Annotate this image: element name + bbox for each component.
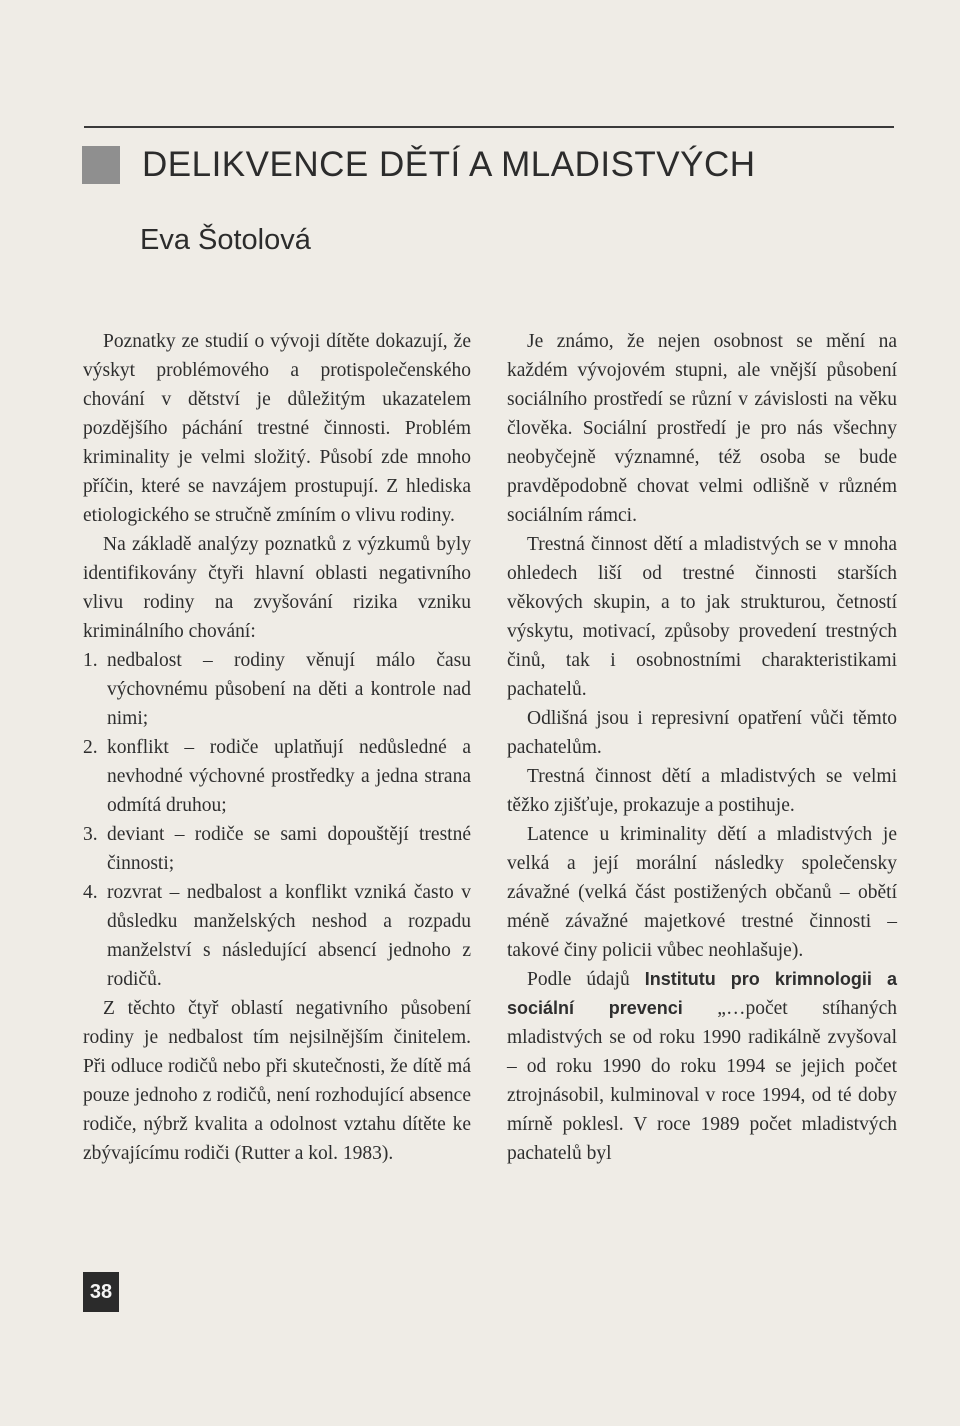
paragraph: Na základě analýzy poznatků z výzkumů byly identifikovány čtyři hlavní oblasti negativního vlivu rodiny na zvyšování rizika vzniku kriminálního chování:: [83, 534, 471, 642]
paragraph: Trestná činnost dětí a mladistvých se velmi těžko zjišťuje, prokazuje a postihuje.: [507, 766, 897, 816]
paragraph: Je známo, že nejen osobnost se mění na každém vývojovém stupni, ale vnější působení sociálního prostředí se různí v závislosti na věku člověka. Sociální prostředí je pro nás všechny neobyčejně významné, též osoba se bude pravděpodobně chovat velmi odlišně v různém sociálním rámci.: [507, 331, 897, 526]
list-text: deviant – rodiče se sami dopouštějí trestné činnosti;: [107, 824, 471, 874]
left-column: [83, 327, 471, 1168]
paragraph: Z těchto čtyř oblastí negativního působení rodiny je nedbalost tím nejsilnějším činitelem. Při odluce rodičů nebo při skutečnosti, že dítě má pouze jednoho z rodičů, není rozhodující absence rodiče, nýbrž kvalita a odolnost vztahu dítěte ke zbývajícímu rodiči (Rutter a kol. 1983).: [83, 998, 471, 1164]
right-column: [507, 327, 897, 1168]
paragraph: Poznatky ze studií o vývoji dítěte dokazují, že výskyt problémového a protispolečenského chování v dětství je důležitým ukazatelem pozdějšího páchání trestné činnosti. Problém kriminality je velmi složitý. Působí zde mnoho příčin, které se navzájem prostupují. Z hlediska etiologického se stručně zmíním o vlivu rodiny.: [83, 331, 471, 526]
factor-list: [83, 646, 471, 994]
list-item: [83, 820, 471, 878]
list-number: 3.: [83, 824, 98, 845]
list-text: rozvrat – nedbalost a konflikt vzniká často v důsledku manželských neshod a rozpadu manželství s následující absencí jednoho z rodičů.: [107, 882, 471, 990]
list-number: 4.: [83, 882, 98, 903]
top-rule: [84, 126, 894, 128]
section-marker: [82, 146, 120, 184]
list-text: konflikt – rodiče uplatňují nedůsledné a nevhodné výchovné prostředky a jedna strana odmítá druhou;: [107, 737, 471, 816]
paragraph: Latence u kriminality dětí a mladistvých je velká a její morální následky společensky závažné (velká část postižených občanů – obětí méně závažné majetkové trestné činnosti – takové činy policii vůbec neohlašuje).: [507, 824, 897, 961]
institute-name: Institutu pro krimnologii a sociální prevenci: [507, 969, 897, 1018]
text-run: „…počet stíhaných mladistvých se od roku 1990 radikálně zvyšoval – od roku 1990 do roku 1994 se jejich počet ztrojnásobil, kulminoval v roce 1994, od té doby mírně poklesl. V roce 1989 počet mladistvých pachatelů byl: [507, 998, 897, 1164]
article-title: DELIKVENCE DĚTÍ A MLADISTVÝCH: [142, 145, 756, 184]
list-item: [83, 733, 471, 820]
list-number: 2.: [83, 737, 98, 758]
page-number: 38: [83, 1272, 119, 1312]
paragraph: Trestná činnost dětí a mladistvých se v mnoha ohledech liší od trestné činnosti starších věkových skupin, a to jak strukturou, četností výskytu, motivací, způsoby provedení trestných činů, tak i osobnostními charakteristikami pachatelů.: [507, 534, 897, 700]
list-number: 1.: [83, 650, 98, 671]
title-row: [82, 140, 756, 190]
paragraph: [507, 965, 897, 1168]
article-author: Eva Šotolová: [140, 224, 311, 256]
list-text: nedbalost – rodiny věnují málo času výchovnému působení na děti a kontrole nad nimi;: [107, 650, 471, 729]
list-item: [83, 878, 471, 994]
paragraph: Odlišná jsou i represivní opatření vůči těmto pachatelům.: [507, 708, 897, 758]
list-item: [83, 646, 471, 733]
text-run: Podle údajů: [527, 969, 645, 990]
